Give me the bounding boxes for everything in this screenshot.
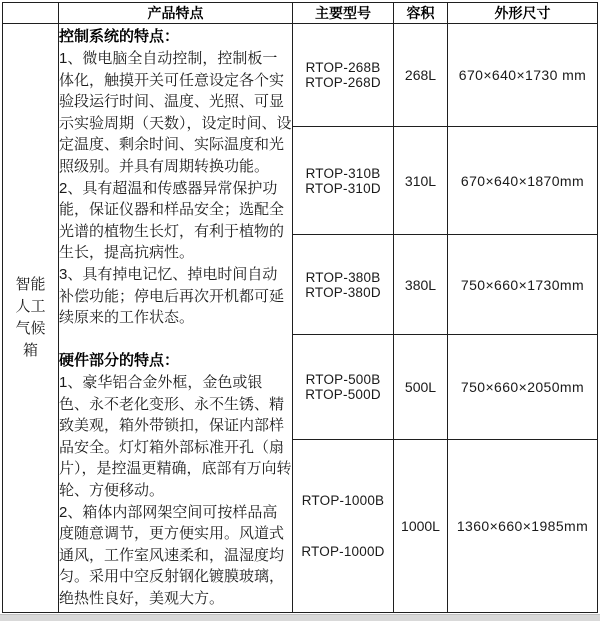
- models-cell: [293, 24, 394, 127]
- header-row: [3, 3, 598, 24]
- volume-cell: 310L: [394, 127, 448, 235]
- models-cell: [293, 335, 394, 440]
- volume-cell: 268L: [394, 24, 448, 127]
- features-heading-control: 控制系统的特点：: [59, 28, 180, 46]
- feature-item: 2、箱体内部网架空间可按样品高度随意调节，更方便实用。风道式通风，工作室风速柔和，温湿度均匀。采用中空反射钢化镀膜玻璃，绝热性良好，美观大方。: [59, 503, 285, 607]
- features-section-hardware: [59, 350, 292, 609]
- product-spec-table: [2, 2, 598, 613]
- table-row: [3, 24, 598, 127]
- dimensions-cell: 750×660×2050mm: [448, 335, 598, 440]
- category-line: 箱: [22, 342, 38, 359]
- model-name: RTOP-310B: [305, 165, 381, 181]
- feature-item: 1、豪华铝合金外框，金色或银色、永不老化变形、永不生锈、精致美观，箱外带锁扣，保证内部样品安全。灯灯箱外部标准开孔（扇片），是控温更精确，底部有万向转轮、方便移动。: [59, 373, 292, 499]
- category-line: 人工: [15, 298, 46, 315]
- dimensions-cell: 670×640×1870mm: [448, 127, 598, 235]
- col-header-models: 主要型号: [293, 3, 394, 24]
- features-section-control: [59, 26, 292, 328]
- volume-cell: 1000L: [394, 440, 448, 613]
- category-line: 智能: [15, 276, 46, 293]
- volume-cell: 500L: [394, 335, 448, 440]
- model-name: RTOP-1000D: [301, 544, 385, 559]
- col-header-dimensions: 外形尺寸: [448, 3, 598, 24]
- model-name: RTOP-380D: [305, 284, 381, 300]
- model-name: RTOP-1000B: [301, 493, 385, 508]
- model-name: RTOP-380B: [305, 269, 381, 285]
- feature-item: 1、微电脑全自动控制，控制板一体化，触摸开关可任意设定各个实验段运行时间、温度、光照、可显示实验周期（天数），设定时间、设定温度、剩余时间、实际温度和光照级别。并具有周期转换功能。: [59, 50, 292, 176]
- volume-cell: 380L: [394, 235, 448, 335]
- features-cell: [59, 24, 293, 613]
- feature-item: 2、具有超温和传感器异常保护功能，保证仪器和样品安全；选配全光谱的植物生长灯，有利于植物的生长，提高抗病性。: [59, 179, 285, 262]
- window-edge-strip: [0, 614, 600, 621]
- model-name: RTOP-500D: [305, 387, 381, 402]
- model-name: RTOP-500B: [305, 372, 381, 387]
- model-name: RTOP-310D: [305, 180, 381, 196]
- models-cell: [293, 440, 394, 613]
- category-label: [3, 274, 58, 362]
- models-cell: [293, 235, 394, 335]
- col-header-features: 产品特点: [59, 3, 293, 24]
- features-heading-hardware: 硬件部分的特点：: [59, 352, 180, 370]
- dimensions-cell: 750×660×1730mm: [448, 235, 598, 335]
- col-header-volume: 容积: [394, 3, 448, 24]
- models-cell: [293, 127, 394, 235]
- model-name: RTOP-268D: [305, 75, 381, 90]
- dimensions-cell: 670×640×1730 mm: [448, 24, 598, 127]
- model-name: RTOP-268B: [305, 60, 381, 75]
- feature-item: 3、具有掉电记忆、掉电时间自动补偿功能；停电后再次开机都可延续原来的工作状态。: [59, 266, 285, 327]
- category-cell: [3, 24, 59, 613]
- corner-cell: [3, 3, 59, 24]
- category-line: 气候: [15, 320, 46, 337]
- dimensions-cell: 1360×660×1985mm: [448, 440, 598, 613]
